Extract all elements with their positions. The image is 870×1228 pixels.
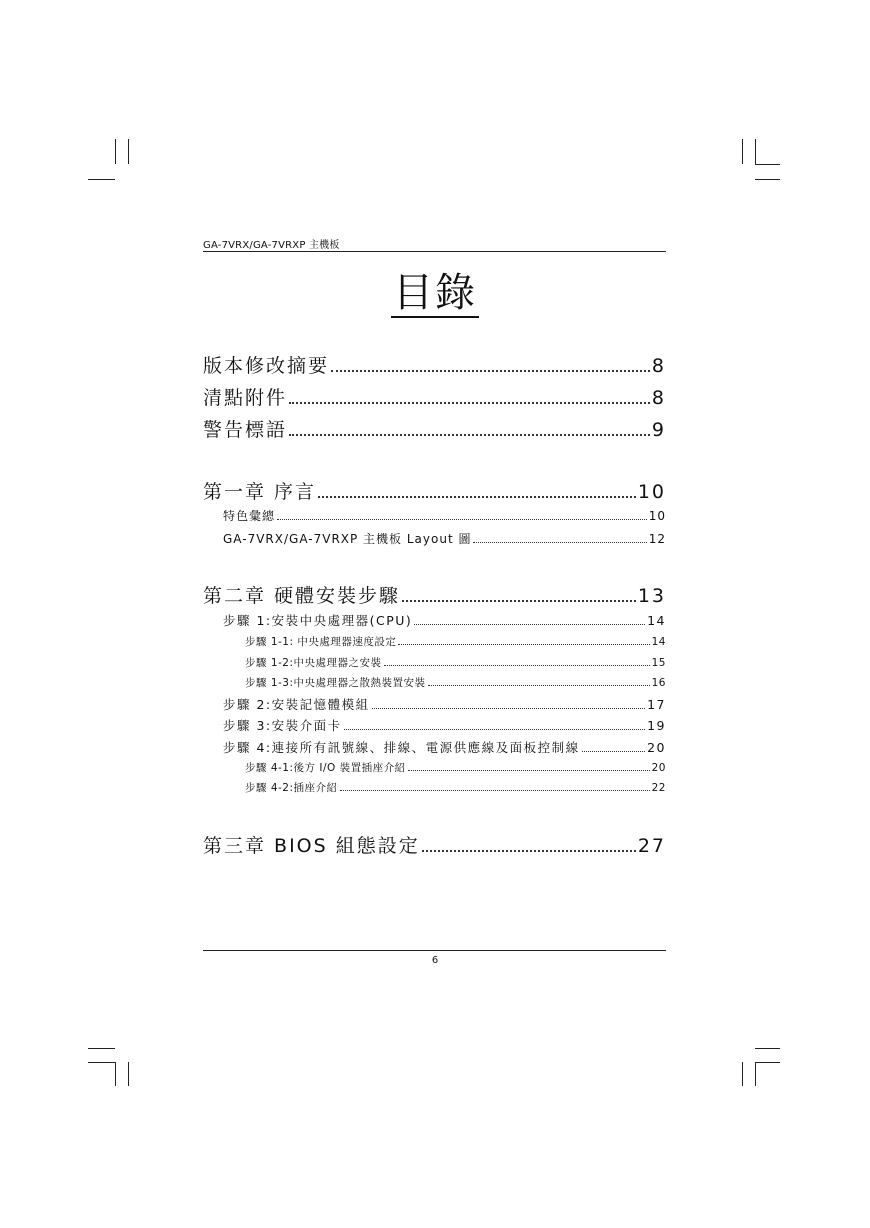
leader-dots xyxy=(289,387,650,404)
toc-entry[interactable] xyxy=(223,611,666,629)
leader-dots xyxy=(331,355,650,372)
crop-mark xyxy=(755,1062,756,1086)
toc-page: 13 xyxy=(637,585,666,607)
leader-dots xyxy=(340,782,650,791)
toc-label: 步驟 2:安裝記憶體模組 xyxy=(223,697,370,712)
crop-mark xyxy=(742,139,743,164)
toc-label: 步驟 3:安裝介面卡 xyxy=(223,718,342,733)
leader-dots xyxy=(582,741,645,752)
toc-label: 步驟 1-3:中央處理器之散熱裝置安裝 xyxy=(245,677,426,689)
running-header: GA-7VRX/GA-7VRXP 主機板 xyxy=(203,240,340,251)
toc-entry[interactable] xyxy=(245,655,666,670)
leader-dots xyxy=(372,698,645,709)
toc-entry[interactable] xyxy=(245,780,666,795)
crop-mark xyxy=(755,179,780,180)
leader-dots xyxy=(318,481,636,498)
crop-mark xyxy=(755,139,756,164)
toc-page: 8 xyxy=(651,355,666,377)
leader-dots xyxy=(398,636,649,645)
toc-page: 12 xyxy=(648,532,666,546)
toc-entry[interactable] xyxy=(203,477,666,504)
crop-mark xyxy=(742,1062,743,1086)
crop-mark xyxy=(88,179,115,180)
leader-dots xyxy=(384,657,650,666)
toc-page: 14 xyxy=(647,613,666,628)
toc-entry[interactable] xyxy=(203,351,666,378)
leader-dots xyxy=(277,509,647,520)
toc-entry[interactable] xyxy=(223,695,666,713)
toc-entry[interactable] xyxy=(245,760,666,775)
toc-page: 14 xyxy=(651,636,666,648)
crop-mark xyxy=(755,1062,780,1063)
toc-page: 20 xyxy=(647,740,666,755)
leader-dots xyxy=(289,419,650,436)
toc-label: 第三章 BIOS 組態設定 xyxy=(203,835,420,857)
toc-entry[interactable] xyxy=(223,507,666,524)
toc-page: 20 xyxy=(651,762,666,774)
page-title xyxy=(0,268,870,318)
toc-label: 特色彙總 xyxy=(223,509,276,523)
toc-label: 步驟 1:安裝中央處理器(CPU) xyxy=(223,613,413,628)
leader-dots xyxy=(402,585,636,602)
toc-entry[interactable] xyxy=(203,831,666,858)
toc-entry[interactable] xyxy=(203,581,666,608)
toc-page: 10 xyxy=(648,509,666,523)
crop-mark xyxy=(755,164,780,165)
leader-dots xyxy=(473,532,646,543)
toc-page: 17 xyxy=(647,697,666,712)
toc-entry[interactable] xyxy=(245,675,666,690)
toc-page: 19 xyxy=(647,718,666,733)
toc-page: 10 xyxy=(637,481,666,503)
toc-entry[interactable] xyxy=(223,530,666,547)
toc-page: 15 xyxy=(651,657,666,669)
toc-label: 步驟 4-1:後方 I/O 裝置插座介紹 xyxy=(245,762,406,774)
toc-label: 版本修改摘要 xyxy=(203,355,330,377)
toc-page: 16 xyxy=(651,677,666,689)
toc-entry[interactable] xyxy=(223,716,666,734)
toc-label: 第二章 硬體安裝步驟 xyxy=(203,585,401,607)
crop-mark xyxy=(755,1048,780,1049)
crop-mark xyxy=(115,139,116,164)
crop-mark xyxy=(128,139,129,164)
leader-dots xyxy=(408,762,650,771)
crop-mark xyxy=(88,1062,115,1063)
toc-label: 步驟 4-2:插座介紹 xyxy=(245,782,338,794)
leader-dots xyxy=(414,614,645,625)
toc-entry[interactable] xyxy=(223,738,666,756)
toc-label: 警告標語 xyxy=(203,419,288,441)
toc-label: 步驟 1-2:中央處理器之安裝 xyxy=(245,657,382,669)
leader-dots xyxy=(344,719,645,730)
toc-label: 清點附件 xyxy=(203,387,288,409)
leader-dots xyxy=(422,835,636,852)
toc-page: 8 xyxy=(651,387,666,409)
toc-label: 步驟 4:連接所有訊號線、排線、電源供應線及面板控制線 xyxy=(223,740,580,755)
toc-label: 第一章 序言 xyxy=(203,481,317,503)
toc-label: GA-7VRX/GA-7VRXP 主機板 Layout 圖 xyxy=(223,532,472,546)
header-rule xyxy=(203,251,666,252)
crop-mark xyxy=(128,1062,129,1086)
leader-dots xyxy=(428,677,650,686)
toc-label: 步驟 1-1: 中央處理器速度設定 xyxy=(245,636,397,648)
crop-mark xyxy=(88,1048,115,1049)
toc-page: 9 xyxy=(651,419,666,441)
toc-page: 27 xyxy=(637,835,666,857)
toc-entry[interactable] xyxy=(203,415,666,442)
crop-mark xyxy=(115,1062,116,1086)
toc-entry[interactable] xyxy=(203,383,666,410)
toc-page: 22 xyxy=(651,782,666,794)
title-text: 目錄 xyxy=(393,270,477,316)
page-number: 6 xyxy=(431,955,439,966)
footer-rule xyxy=(203,950,666,951)
toc-entry[interactable] xyxy=(245,634,666,649)
